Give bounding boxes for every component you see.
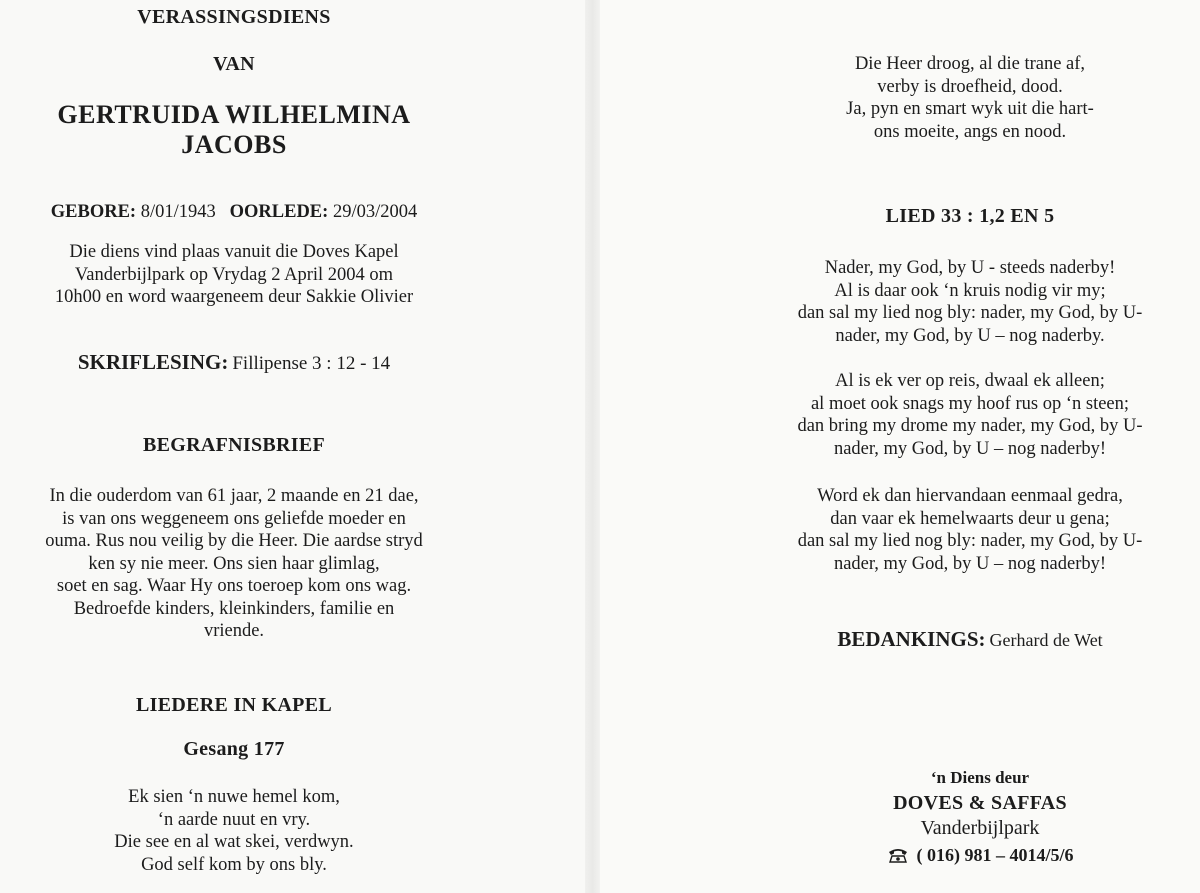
page-fold xyxy=(585,0,600,893)
scripture-label: SKRIFLESING: xyxy=(77,350,229,374)
letter-heading: BEGRAFNISBRIEF xyxy=(142,434,325,456)
verse-line: ons moeite, angs en nood. xyxy=(873,121,1067,142)
letter-line: ken sy nie meer. Ons sien haar glimlag, xyxy=(88,553,380,574)
verse-line: Ja, pyn en smart wyk uit die hart- xyxy=(846,99,1094,119)
letter-line: In die ouderdom van 61 jaar, 2 maande en 21 dae, xyxy=(49,486,419,506)
service-line: 10h00 en word waargeneem deur Sakkie Olivier xyxy=(54,287,414,307)
footer-phone-row xyxy=(820,845,1140,866)
footer-service: ‘n Diens deur xyxy=(930,768,1030,787)
stanza-line: dan vaar ek hemelwaarts deur u gena; xyxy=(830,508,1110,529)
hymn-title: Gesang 177 xyxy=(183,738,285,760)
left-column xyxy=(0,0,468,893)
service-line: Die diens vind plaas vanuit die Doves Kapel xyxy=(69,242,399,262)
stanza-line: Word ek dan hiervandaan eenmaal gedra, xyxy=(817,486,1123,506)
funeral-letter xyxy=(0,485,468,643)
hymn-line: Die see en al wat skei, verdwyn. xyxy=(114,832,354,852)
service-title: VERASSINGSDIENS xyxy=(137,6,331,28)
hymn-line: Ek sien ‘n nuwe hemel kom, xyxy=(128,787,340,807)
footer-company: DOVES & SAFFAS xyxy=(893,792,1067,814)
stanza-line: al moet ook snags my hoof rus op ‘n steen; xyxy=(810,393,1130,414)
phone-number: ( 016) 981 – 4014/5/6 xyxy=(916,845,1074,865)
song-heading: LIED 33 : 1,2 EN 5 xyxy=(885,205,1055,227)
verse-line: verby is droefheid, dood. xyxy=(877,76,1063,97)
thanks-label: BEDANKINGS: xyxy=(837,627,986,651)
stanza-line: nader, my God, by U – nog naderby. xyxy=(835,325,1105,346)
born-label: GEBORE: xyxy=(50,202,137,222)
hymn-verse xyxy=(0,786,468,876)
verse-line: Die Heer droog, al die trane af, xyxy=(854,54,1086,74)
born-date: 8/01/1943 xyxy=(140,202,216,222)
hymn-line: ‘n aarde nuut en vry. xyxy=(157,809,311,830)
deceased-name-line2: JACOBS xyxy=(181,130,287,159)
letter-line: soet en sag. Waar Hy ons toeroep kom ons wag. xyxy=(56,576,412,596)
stanza-line: dan sal my lied nog bly: nader, my God, by U- xyxy=(797,531,1143,551)
letter-line: is van ons weggeneem ons geliefde moeder en xyxy=(62,508,406,529)
service-details xyxy=(0,241,468,309)
stanza-line: Al is daar ook ‘n kruis nodig vir my; xyxy=(834,280,1106,301)
van-label: VAN xyxy=(213,53,255,75)
letter-line: ouma. Rus nou veilig by die Heer. Die aardse stryd xyxy=(45,531,423,551)
scripture-value: Fillipense 3 : 12 - 14 xyxy=(232,353,391,374)
died-label: OORLEDE: xyxy=(229,202,329,222)
songs-heading: LIEDERE IN KAPEL xyxy=(136,694,332,716)
undertaker-footer xyxy=(820,0,1140,893)
stanza-line: Al is ek ver op reis, dwaal ek alleen; xyxy=(835,371,1105,391)
hymn-line: God self kom by ons bly. xyxy=(141,854,327,875)
scripture-reading xyxy=(0,350,468,375)
thanks-value: Gerhard de Wet xyxy=(989,630,1103,650)
deceased-name-line1: GERTRUIDA WILHELMINA xyxy=(57,100,411,129)
letter-line: vriende. xyxy=(203,621,265,641)
died-date: 29/03/2004 xyxy=(332,202,418,222)
stanza-line: nader, my God, by U – nog naderby! xyxy=(833,438,1107,459)
letter-line: Bedroefde kinders, kleinkinders, familie en xyxy=(73,598,395,619)
dates-row xyxy=(0,201,468,224)
service-line: Vanderbijlpark op Vrydag 2 April 2004 om xyxy=(74,264,394,285)
stanza-line: dan bring my drome my nader, my God, by U- xyxy=(797,416,1143,436)
footer-city: Vanderbijlpark xyxy=(920,817,1040,839)
stanza-line: dan sal my lied nog bly: nader, my God, by U- xyxy=(797,303,1143,323)
stanza-line: nader, my God, by U – nog naderby! xyxy=(833,553,1107,574)
stanza-line: Nader, my God, by U - steeds naderby! xyxy=(824,258,1116,278)
telephone-icon xyxy=(887,847,909,863)
